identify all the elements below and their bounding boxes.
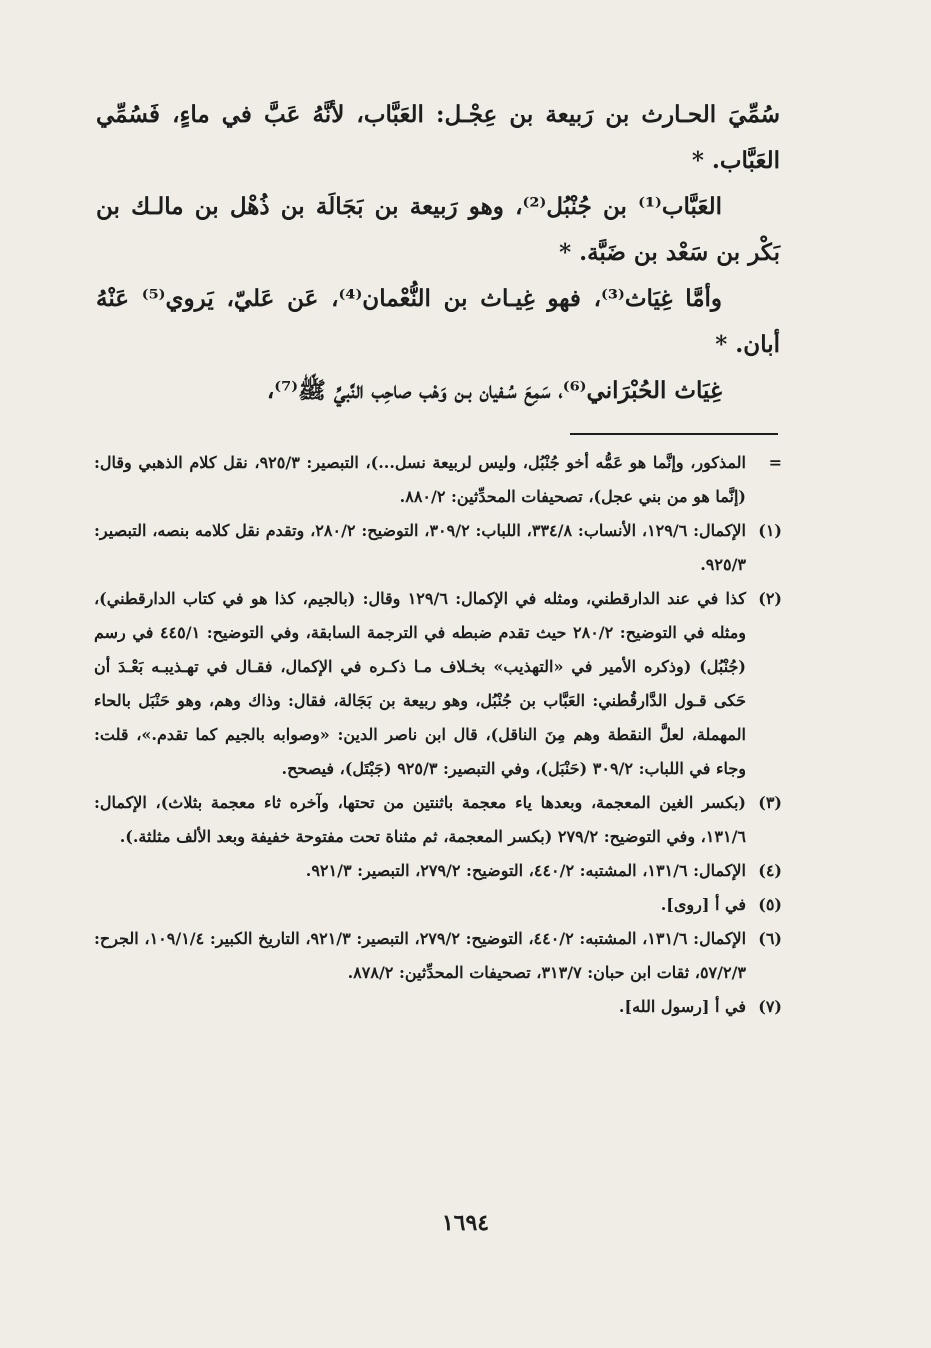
footnote-separator (570, 433, 778, 435)
footnote-5 (94, 888, 782, 922)
footnote-marker: = (768, 453, 782, 472)
footnote-1 (94, 514, 782, 582)
footnote-text: الإكمال: ١٢٩/٦، الأنساب: ٣٣٤/٨، اللباب: ٣٠٩/٢، التوضيح: ٢٨٠/٢، وتقدم نقل كلامه بنصه، التبصير: ٩٢٥/٣. (94, 521, 746, 574)
footnote-2 (94, 582, 782, 786)
main-paragraph: العَبَّاب⁽¹⁾ بن جُنْبُل⁽²⁾، وهو رَبيعة بن بَجَالَة بن ذُهْل بن مالـك بن بَكْر بن سَعْد بن ضَبَّة. * (96, 193, 780, 266)
footnote-marker: (٣) (758, 793, 782, 812)
footnote-text: الإكمال: ١٣١/٦، المشتبه: ٤٤٠/٢، التوضيح: ٢٧٩/٢، التبصير: ٩٢١/٣. (305, 861, 746, 880)
main-paragraph: غِيَاث الحُبْرَاني⁽⁶⁾، سَمِعَ سُـفيان بـن وَهْب صاحِب النَّبيِّ ﷺ⁽⁷⁾، (266, 377, 722, 404)
footnote-marker: (٦) (758, 929, 782, 948)
footnote-text: الإكمال: ١٣١/٦، المشتبه: ٤٤٠/٢، التوضيح: ٢٧٩/٢، التبصير: ٩٢١/٣، التاريخ الكبير: ١٠٩/١/٤، الجرح: ٥٧/٢/٣، ثقات ابن حبان: ٣١٣/٧، تصحيفات المحدِّثين: ٨٧٨/٢. (94, 929, 747, 982)
footnote-text: كذا في عند الدارقطني، ومثله في الإكمال: ١٢٩/٦ وقال: (بالجيم، كذا هو في كتاب الدارقطني)، ومثله في التوضيح: ٢٨٠/٢ حيث تقدم ضبطه في الترجمة السابقة، وفي التوضيح: ٤٤٥/١ في رسم (جُنْبُل) (وذكره الأمير في «التهذيب» بخـلاف مـا ذكـره في الإكمال، فقـال في تهـذيبـه بَعْـدَ أن حَكى قـول الدَّارقُطني: العَبَّاب بن جُنْبُل، وهو ربيعة بن بَجَالة، فقال: وذاك وهم، وهو حَنْبَل بالحاء المهملة، لعلَّ النقطة وهم مِنَ الناقل)، قال ابن ناصر الدين: «وصوابه بالجيم كما تقدم.»، قلت: وجاء في اللباب: ٣٠٩/٢ (حَنْبَل)، وفي التبصير: ٩٢٥/٣ (جَبْتَل)، فيصحح. (94, 589, 747, 778)
main-paragraph: سُمِّيَ الحـارث بن رَبيعة بن عِجْـل: العَبَّاب، لأنَّهُ عَبَّ في ماءٍ، فَسُمِّي العَبَّاب. * (96, 101, 780, 174)
footnote-6 (94, 922, 782, 990)
page-number: ١٦٩٤ (441, 1210, 490, 1236)
footnotes-block (94, 446, 782, 1024)
main-text-block (96, 92, 780, 414)
footnote-text: في أ [روى]. (660, 895, 746, 914)
footnote-7 (94, 990, 782, 1024)
footnote-marker: (٢) (758, 589, 782, 608)
footnote-marker: (٥) (758, 895, 782, 914)
main-paragraph: وأمَّا غِيَاث⁽³⁾، فهو غِيـاث بن النُّعْمان⁽⁴⁾، عَن عَليّ، يَروي⁽⁵⁾ عَنْهُ أبان. * (96, 285, 780, 358)
footnote-4 (94, 854, 782, 888)
footnote-3 (94, 786, 782, 854)
footnote-text: المذكور، وإنَّما هو عَمُّه أخو جُنْبُل، وليس لربيعة نسل...)، التبصير: ٩٢٥/٣، نقل كلام الذهبي وقال: (إنَّما هو من بني عجل)، تصحيفات المحدِّثين: ٨٨٠/٢. (94, 453, 746, 506)
footnote-continued (94, 446, 782, 514)
footnote-text: (بكسر الغين المعجمة، وبعدها ياء معجمة باثنتين من تحتها، وآخره ثاء معجمة بثلاث)، الإكمال: ١٣١/٦، وفي التوضيح: ٢٧٩/٢ (بكسر المعجمة، ثم مثناة تحت مفتوحة خفيفة وبعد الألف مثلثة.). (94, 793, 746, 846)
footnote-marker: (٤) (758, 861, 782, 880)
footnote-marker: (١) (758, 521, 782, 540)
footnote-marker: (٧) (758, 997, 782, 1016)
footnote-text: في أ [رسول الله]. (618, 997, 746, 1016)
